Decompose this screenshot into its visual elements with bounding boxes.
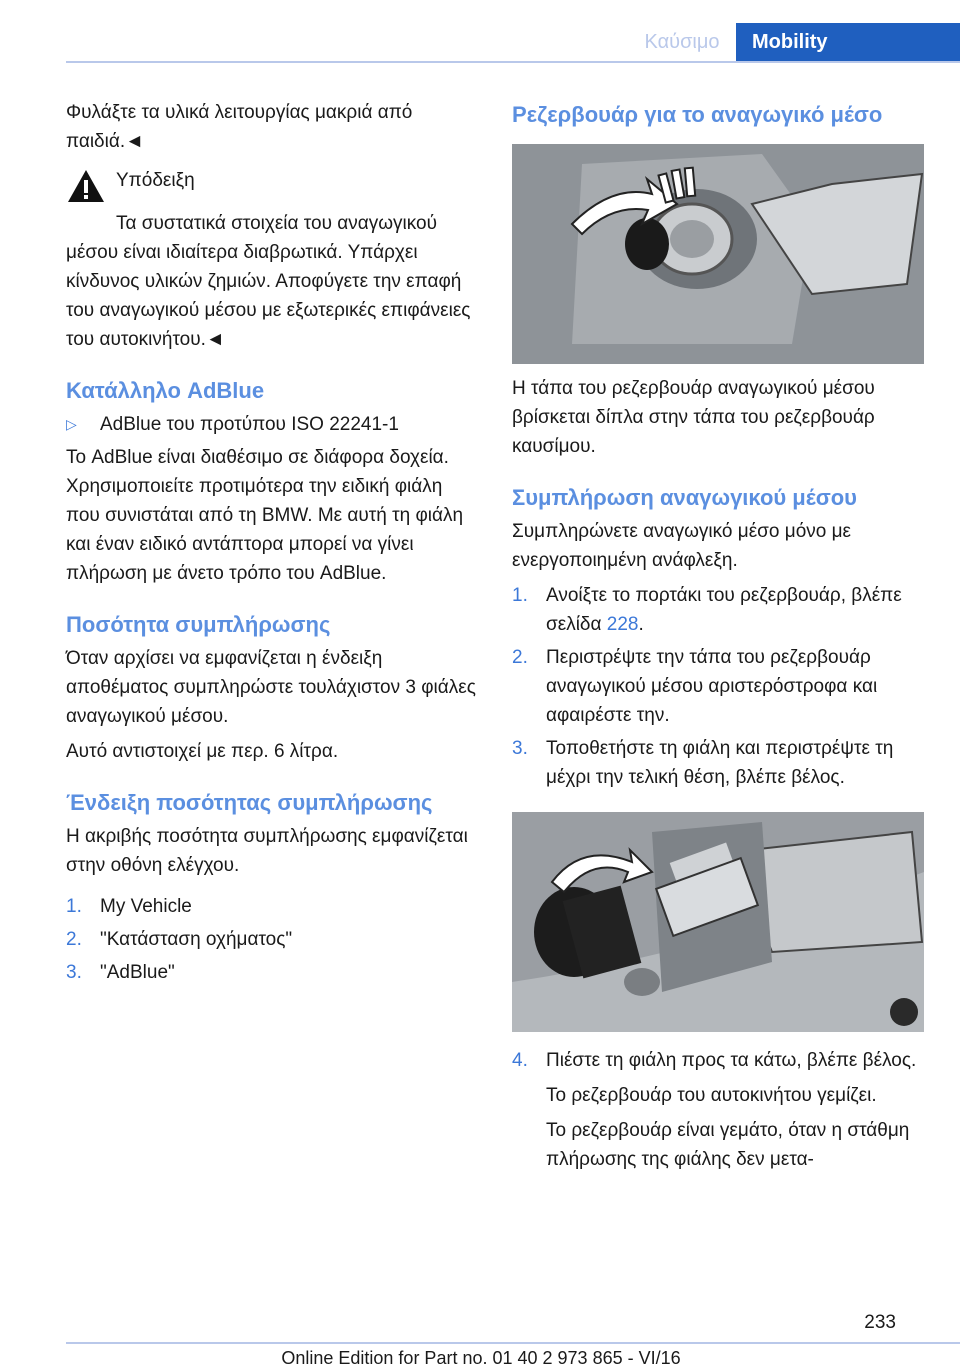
step-number: 2.: [66, 929, 82, 950]
paragraph-children: Φυλάξτε τα υλικά λειτουργίας μακριά από παιδιά.◄: [66, 102, 413, 152]
note-title: Υπόδειξη: [116, 170, 195, 191]
fill-steps-list: [512, 581, 924, 792]
step-number: 3.: [66, 962, 82, 983]
list-item: [512, 643, 924, 730]
paragraph-fill: Συμπληρώνετε αναγωγικό μέσο μόνο με ενεργοποιημένη ανάφλεξη.: [512, 521, 852, 571]
footer-rule: [66, 1342, 960, 1344]
bottle-insertion-illustration: [512, 812, 924, 1032]
step-text: [546, 581, 924, 639]
list-item: [512, 581, 924, 639]
fill-steps-list-continued: [512, 1046, 924, 1075]
paragraph-display: Η ακριβής ποσότητα συμπλήρωσης εμφανίζεται στην οθόνη ελέγχου.: [66, 826, 468, 876]
tank-cap-illustration: [512, 144, 924, 364]
page-link[interactable]: 228: [606, 614, 639, 635]
triangle-bullet-icon: ▷: [66, 416, 77, 432]
heading-fill-quantity: Ποσότητα συμπλήρωσης: [66, 612, 331, 637]
header-section-tab[interactable]: Καύσιμο: [644, 30, 720, 53]
step-text: "AdBlue": [100, 962, 175, 983]
list-item: [66, 892, 478, 921]
step-number: 2.: [512, 647, 528, 668]
step-text: "Κατάσταση οχήματος": [100, 929, 293, 950]
heading-fill-reductant: Συμπλήρωση αναγωγικού μέσου: [512, 485, 857, 510]
step-number: 3.: [512, 738, 528, 759]
note-text: Τα συστατικά στοιχεία του αναγωγικού μέσου είναι ιδιαίτερα διαβρωτικά. Υπάρχει κίνδυνος υλικών ζημιών. Αποφύγετε την επαφή του αναγωγικού μέσου με εξωτερικές επιφάνειες του αυτοκινήτου.◄: [66, 213, 471, 350]
paragraph-quantity-2: Αυτό αντιστοιχεί με περ. 6 λίτρα.: [66, 741, 339, 762]
paragraph-tank-full: Το ρεζερβουάρ είναι γεμάτο, όταν η στάθμη πλήρωσης της φιάλης δεν μετα-: [546, 1120, 910, 1170]
step-text: Περιστρέψτε την τάπα του ρεζερβουάρ αναγωγικού μέσου αριστερόστροφα και αφαιρέστε την.: [546, 647, 878, 726]
paragraph-adblue: Το AdBlue είναι διαθέσιμο σε διάφορα δοχεία. Χρησιμοποιείτε προτιμότερα την ειδική φιάλη που συνιστάται από τη BMW. Με αυτή τη φιάλη και έναν ειδικό αντάπτορα μπορεί να γίνει πλήρωση με άνετο τρόπο του AdBlue.: [66, 447, 464, 584]
paragraph-tank: Η τάπα του ρεζερβουάρ αναγωγικού μέσου βρίσκεται δίπλα στην τάπα του ρεζερβουάρ καυσίμου.: [512, 378, 875, 457]
paragraph-tank-filling: Το ρεζερβουάρ του αυτοκινήτου γεμίζει.: [546, 1085, 877, 1106]
page-number: 233: [864, 1312, 896, 1333]
heading-suitable-adblue: Κατάλληλο AdBlue: [66, 378, 265, 403]
menu-steps-list: [66, 892, 478, 987]
step-number: 4.: [512, 1050, 528, 1071]
left-column: [66, 98, 478, 993]
warning-icon: [66, 166, 116, 213]
edition-text: Online Edition for Part no. 01 40 2 973 865 - VI/16: [281, 1348, 681, 1368]
heading-fill-display: Ένδειξη ποσότητας συμπλήρωσης: [66, 790, 433, 815]
note-block: [66, 166, 478, 213]
step-1-end: .: [638, 614, 644, 635]
header-rule: [66, 61, 960, 63]
list-item: [66, 958, 478, 987]
step-text: Πιέστε τη φιάλη προς τα κάτω, βλέπε βέλος.: [546, 1050, 917, 1071]
step-1-text: Ανοίξτε το πορτάκι του ρεζερβουάρ, βλέπε σελίδα: [546, 585, 902, 635]
paragraph-quantity-1: Όταν αρχίσει να εμφανίζεται η ένδειξη αποθέματος συμπληρώστε τουλάχιστον 3 φιάλες αναγωγικού μέσου.: [66, 648, 476, 727]
right-column: [512, 100, 924, 1180]
list-item: [512, 1046, 924, 1075]
standard-item-text: AdBlue του προτύπου ISO 22241-1: [100, 414, 399, 435]
list-item: [512, 734, 924, 792]
step-text: My Vehicle: [100, 896, 192, 917]
header-chapter-tab[interactable]: Mobility: [736, 23, 960, 61]
step-number: 1.: [512, 585, 528, 606]
heading-reductant-tank: Ρεζερβουάρ για το αναγωγικό μέσο: [512, 102, 883, 127]
standard-list-item: [66, 410, 478, 439]
step-number: 1.: [66, 896, 82, 917]
step-text: Τοποθετήστε τη φιάλη και περιστρέψτε τη μέχρι την τελική θέση, βλέπε βέλος.: [546, 738, 894, 788]
list-item: [66, 925, 478, 954]
